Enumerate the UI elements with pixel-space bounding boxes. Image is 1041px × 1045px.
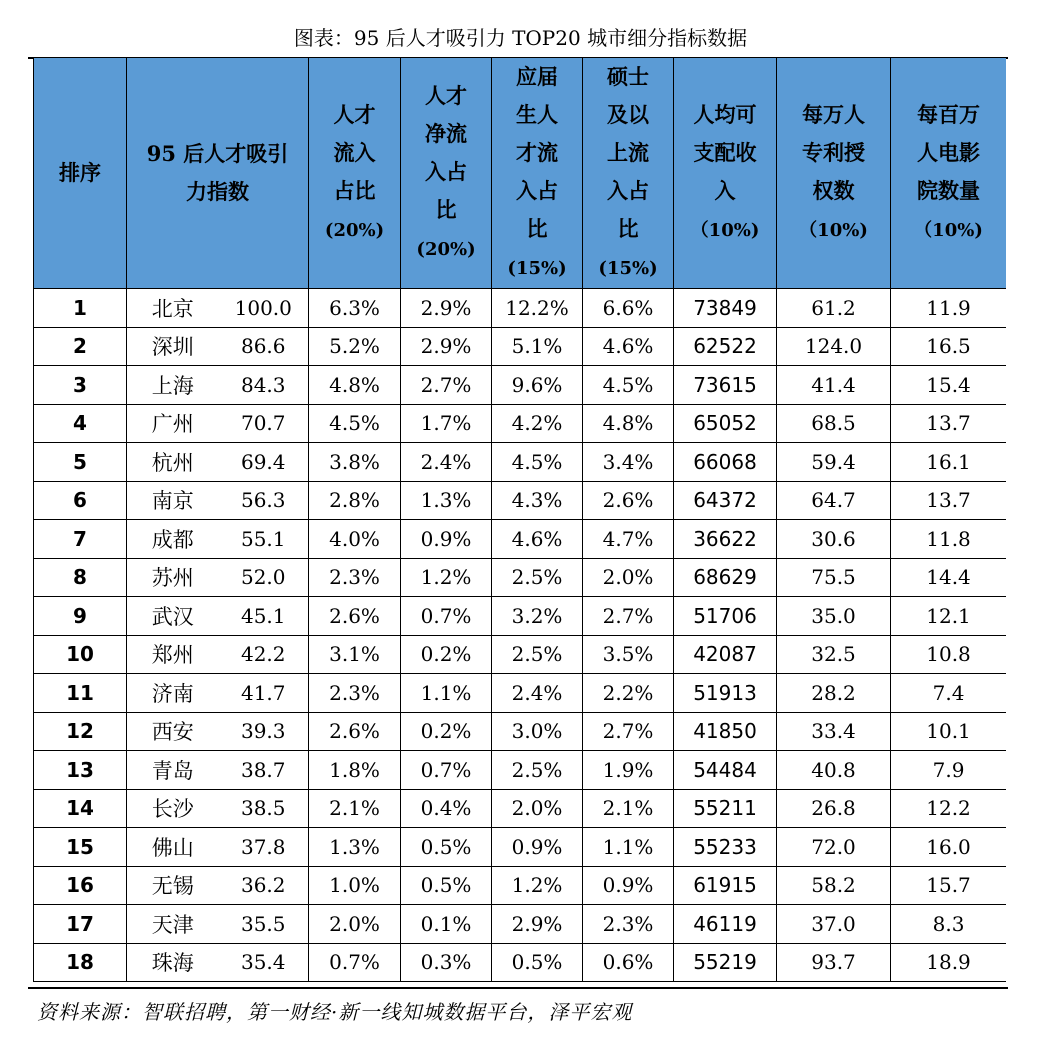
table-row [34,828,1007,867]
net-inflow-cell: 2.7% [401,366,492,405]
net-inflow-cell: 1.2% [401,558,492,597]
patent-cell: 124.0 [777,327,891,366]
index-cell: 42.2 [219,635,309,674]
index-cell: 45.1 [219,597,309,636]
income-cell: 55233 [674,828,777,867]
table-body [34,289,1007,982]
master-cell: 2.6% [583,481,674,520]
net-inflow-cell: 0.7% [401,597,492,636]
graduate-cell: 4.5% [492,443,583,482]
patent-cell: 64.7 [777,481,891,520]
net-inflow-cell: 2.9% [401,327,492,366]
graduate-cell: 0.5% [492,943,583,982]
income-cell: 42087 [674,635,777,674]
header-row [34,58,1007,289]
income-cell: 73849 [674,289,777,328]
master-cell: 4.8% [583,404,674,443]
net-inflow-cell: 0.2% [401,635,492,674]
patent-cell: 93.7 [777,943,891,982]
graduate-cell: 12.2% [492,289,583,328]
rank-cell: 12 [34,712,127,751]
index-cell: 56.3 [219,481,309,520]
graduate-cell: 2.9% [492,905,583,944]
master-cell: 2.7% [583,712,674,751]
index-cell: 70.7 [219,404,309,443]
net-inflow-cell: 0.2% [401,712,492,751]
master-cell: 1.1% [583,828,674,867]
patent-cell: 40.8 [777,751,891,790]
income-cell: 54484 [674,751,777,790]
cinema-cell: 15.4 [891,366,1006,405]
table-row [34,635,1007,674]
city-cell: 成都 [127,520,219,559]
patent-cell: 35.0 [777,597,891,636]
income-cell: 62522 [674,327,777,366]
index-cell: 41.7 [219,674,309,713]
table-row [34,289,1007,328]
cinema-cell: 10.1 [891,712,1006,751]
graduate-cell: 5.1% [492,327,583,366]
patent-cell: 72.0 [777,828,891,867]
cinema-cell: 11.8 [891,520,1006,559]
header-graduate: 应届 生人 才流 入占 比 (15%) [492,58,583,289]
income-cell: 41850 [674,712,777,751]
inflow-cell: 2.6% [309,597,401,636]
table-row [34,520,1007,559]
table-bottom-rule [28,987,1008,989]
inflow-cell: 4.8% [309,366,401,405]
patent-cell: 30.6 [777,520,891,559]
master-cell: 1.9% [583,751,674,790]
net-inflow-cell: 0.1% [401,905,492,944]
rank-cell: 3 [34,366,127,405]
rank-cell: 16 [34,866,127,905]
table-row [34,905,1007,944]
index-cell: 100.0 [219,289,309,328]
cinema-cell: 16.5 [891,327,1006,366]
city-cell: 南京 [127,481,219,520]
inflow-cell: 2.3% [309,674,401,713]
table-row [34,866,1007,905]
cinema-cell: 7.9 [891,751,1006,790]
city-cell: 武汉 [127,597,219,636]
net-inflow-cell: 0.9% [401,520,492,559]
graduate-cell: 0.9% [492,828,583,867]
city-cell: 广州 [127,404,219,443]
net-inflow-cell: 0.7% [401,751,492,790]
city-cell: 上海 [127,366,219,405]
rank-cell: 18 [34,943,127,982]
patent-cell: 68.5 [777,404,891,443]
income-cell: 68629 [674,558,777,597]
index-cell: 35.5 [219,905,309,944]
table-row [34,789,1007,828]
city-cell: 佛山 [127,828,219,867]
cinema-cell: 7.4 [891,674,1006,713]
rank-cell: 14 [34,789,127,828]
rank-cell: 17 [34,905,127,944]
header-index: 95 后人才吸引 力指数 [127,58,309,289]
header-master: 硕士 及以 上流 入占 比 (15%) [583,58,674,289]
patent-cell: 37.0 [777,905,891,944]
rank-cell: 4 [34,404,127,443]
table-row [34,943,1007,982]
income-cell: 65052 [674,404,777,443]
rank-cell: 1 [34,289,127,328]
cinema-cell: 13.7 [891,481,1006,520]
patent-cell: 28.2 [777,674,891,713]
index-cell: 35.4 [219,943,309,982]
inflow-cell: 4.5% [309,404,401,443]
master-cell: 0.6% [583,943,674,982]
table-row [34,597,1007,636]
inflow-cell: 1.8% [309,751,401,790]
header-cinema: 每百万 人电影 院数量 （10%) [891,58,1006,289]
net-inflow-cell: 0.5% [401,828,492,867]
net-inflow-cell: 1.7% [401,404,492,443]
patent-cell: 33.4 [777,712,891,751]
income-cell: 55219 [674,943,777,982]
cinema-cell: 16.0 [891,828,1006,867]
city-cell: 西安 [127,712,219,751]
table-title: 图表：95 后人才吸引力 TOP20 城市细分指标数据 [293,26,748,50]
cinema-cell: 11.9 [891,289,1006,328]
cinema-cell: 13.7 [891,404,1006,443]
inflow-cell: 1.3% [309,828,401,867]
graduate-cell: 9.6% [492,366,583,405]
master-cell: 4.6% [583,327,674,366]
inflow-cell: 6.3% [309,289,401,328]
patent-cell: 41.4 [777,366,891,405]
inflow-cell: 2.6% [309,712,401,751]
inflow-cell: 2.0% [309,905,401,944]
table-row [34,558,1007,597]
graduate-cell: 4.3% [492,481,583,520]
patent-cell: 26.8 [777,789,891,828]
master-cell: 2.2% [583,674,674,713]
master-cell: 3.5% [583,635,674,674]
inflow-cell: 1.0% [309,866,401,905]
table-row [34,366,1007,405]
net-inflow-cell: 1.1% [401,674,492,713]
cinema-cell: 16.1 [891,443,1006,482]
index-cell: 36.2 [219,866,309,905]
inflow-cell: 5.2% [309,327,401,366]
cinema-cell: 18.9 [891,943,1006,982]
income-cell: 46119 [674,905,777,944]
city-cell: 长沙 [127,789,219,828]
inflow-cell: 2.8% [309,481,401,520]
master-cell: 6.6% [583,289,674,328]
graduate-cell: 2.5% [492,558,583,597]
city-cell: 珠海 [127,943,219,982]
table-row [34,674,1007,713]
rank-cell: 2 [34,327,127,366]
city-cell: 济南 [127,674,219,713]
patent-cell: 61.2 [777,289,891,328]
cinema-cell: 15.7 [891,866,1006,905]
table-row [34,751,1007,790]
header-inflow: 人才 流入 占比 (20%) [309,58,401,289]
income-cell: 73615 [674,366,777,405]
data-table-frame [33,57,1006,987]
master-cell: 2.3% [583,905,674,944]
rank-cell: 15 [34,828,127,867]
source-note: 资料来源：智联招聘，第一财经·新一线知城数据平台，泽平宏观 [37,1000,633,1024]
city-cell: 杭州 [127,443,219,482]
rank-cell: 11 [34,674,127,713]
table-row [34,712,1007,751]
income-cell: 51706 [674,597,777,636]
rank-cell: 8 [34,558,127,597]
graduate-cell: 3.0% [492,712,583,751]
index-cell: 38.5 [219,789,309,828]
index-cell: 39.3 [219,712,309,751]
city-cell: 深圳 [127,327,219,366]
master-cell: 4.7% [583,520,674,559]
graduate-cell: 2.5% [492,751,583,790]
header-net-inflow: 人才 净流 入占 比 (20%) [401,58,492,289]
rank-cell: 9 [34,597,127,636]
income-cell: 55211 [674,789,777,828]
master-cell: 2.1% [583,789,674,828]
inflow-cell: 3.8% [309,443,401,482]
master-cell: 2.0% [583,558,674,597]
graduate-cell: 2.4% [492,674,583,713]
graduate-cell: 2.0% [492,789,583,828]
graduate-cell: 1.2% [492,866,583,905]
rank-cell: 6 [34,481,127,520]
rank-cell: 10 [34,635,127,674]
cinema-cell: 8.3 [891,905,1006,944]
cinema-cell: 10.8 [891,635,1006,674]
graduate-cell: 4.2% [492,404,583,443]
header-rank: 排序 [34,58,127,289]
cinema-cell: 12.1 [891,597,1006,636]
rank-cell: 5 [34,443,127,482]
master-cell: 2.7% [583,597,674,636]
graduate-cell: 3.2% [492,597,583,636]
cinema-cell: 12.2 [891,789,1006,828]
inflow-cell: 3.1% [309,635,401,674]
patent-cell: 59.4 [777,443,891,482]
table-row [34,481,1007,520]
inflow-cell: 2.1% [309,789,401,828]
inflow-cell: 2.3% [309,558,401,597]
data-table [33,57,1006,982]
master-cell: 4.5% [583,366,674,405]
income-cell: 36622 [674,520,777,559]
rank-cell: 13 [34,751,127,790]
inflow-cell: 4.0% [309,520,401,559]
city-cell: 郑州 [127,635,219,674]
net-inflow-cell: 2.4% [401,443,492,482]
net-inflow-cell: 0.3% [401,943,492,982]
city-cell: 苏州 [127,558,219,597]
patent-cell: 32.5 [777,635,891,674]
header-income: 人均可 支配收 入 （10%) [674,58,777,289]
rank-cell: 7 [34,520,127,559]
index-cell: 52.0 [219,558,309,597]
net-inflow-cell: 0.4% [401,789,492,828]
city-cell: 天津 [127,905,219,944]
master-cell: 3.4% [583,443,674,482]
net-inflow-cell: 0.5% [401,866,492,905]
graduate-cell: 4.6% [492,520,583,559]
net-inflow-cell: 2.9% [401,289,492,328]
index-cell: 84.3 [219,366,309,405]
income-cell: 51913 [674,674,777,713]
patent-cell: 75.5 [777,558,891,597]
income-cell: 61915 [674,866,777,905]
income-cell: 66068 [674,443,777,482]
index-cell: 86.6 [219,327,309,366]
income-cell: 64372 [674,481,777,520]
index-cell: 55.1 [219,520,309,559]
city-cell: 青岛 [127,751,219,790]
index-cell: 69.4 [219,443,309,482]
inflow-cell: 0.7% [309,943,401,982]
net-inflow-cell: 1.3% [401,481,492,520]
table-row [34,327,1007,366]
cinema-cell: 14.4 [891,558,1006,597]
table-row [34,443,1007,482]
index-cell: 37.8 [219,828,309,867]
graduate-cell: 2.5% [492,635,583,674]
index-cell: 38.7 [219,751,309,790]
city-cell: 北京 [127,289,219,328]
patent-cell: 58.2 [777,866,891,905]
table-row [34,404,1007,443]
city-cell: 无锡 [127,866,219,905]
master-cell: 0.9% [583,866,674,905]
header-patent: 每万人 专利授 权数 （10%) [777,58,891,289]
